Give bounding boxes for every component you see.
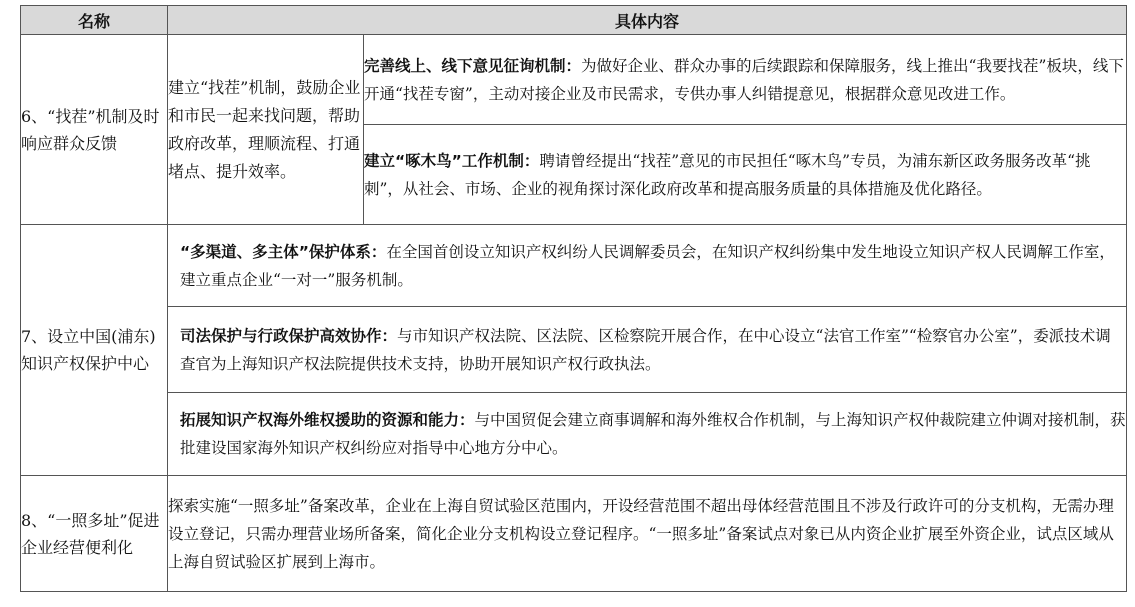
header-name: 名称 (21, 6, 168, 35)
item-text: 聘请曾经提出“找茬”意见的市民担任“啄木鸟”专员，为浦东新区政务服务改革“挑刺”，从社会、市场、企业的视角探讨深化政府改革和提高服务质量的具体措施及优化路径。 (364, 151, 1091, 198)
table-row (21, 35, 1127, 125)
item-title: 拓展知识产权海外维权援助的资源和能力： (180, 411, 475, 429)
item-text: 与中国贸促会建立商事调解和海外维权合作机制，与上海知识产权仲裁院建立仲调对接机制，获批建设国家海外知识产权纠纷应对指导中心地方分中心。 (180, 411, 1126, 457)
policy-table (20, 5, 1127, 592)
item-text: 与市知识产权法院、区法院、区检察院开展合作，在中心设立“法官工作室”“检察官办公室”，委派技术调查官为上海知识产权法院提供技术支持，协助开展知识产权行政执法。 (180, 326, 1111, 373)
item-text: 在全国首创设立知识产权纠纷人民调解委员会，在知识产权纠纷集中发生地设立知识产权人民调解工作室，建立重点企业“一对一”服务机制。 (180, 242, 1115, 289)
table-row (21, 476, 1127, 592)
item-title: 司法保护与行政保护高效协作： (180, 326, 398, 345)
item-title: “多渠道、多主体”保护体系： (180, 242, 387, 261)
item-title: 建立“啄木鸟”工作机制： (364, 151, 540, 170)
row-name: 8、“一照多址”促进企业经营便利化 (21, 476, 168, 592)
row-name: 7、设立中国(浦东)知识产权保护中心 (21, 225, 168, 476)
content-item (168, 393, 1127, 476)
content-item (364, 35, 1127, 125)
header-row (21, 6, 1127, 35)
content-item (168, 225, 1127, 307)
content-item (364, 125, 1127, 225)
table-row (21, 225, 1127, 307)
content-item: 探索实施“一照多址”备案改革，企业在上海自贸试验区范围内，开设经营范围不超出母体经营范围且不涉及行政许可的分支机构，无需办理设立登记，只需办理营业场所备案，简化企业分支机构设立登记程序。“一照多址”备案试点对象已从内资企业扩展至外资企业，试点区域从上海自贸试验区扩展到上海市。 (168, 476, 1127, 592)
header-content: 具体内容 (168, 6, 1127, 35)
item-text: 为做好企业、群众办事的后续跟踪和保障服务，线上推出“我要找茬”板块，线下开通“找茬专窗”，主动对接企业及市民需求，专供办事人纠错提意见，根据群众意见改进工作。 (364, 56, 1124, 103)
table-row (21, 307, 1127, 393)
row-name: 6、“找茬”机制及时响应群众反馈 (21, 35, 168, 225)
item-title: 完善线上、线下意见征询机制： (364, 56, 582, 75)
row-summary: 建立“找茬”机制，鼓励企业和市民一起来找问题，帮助政府改革，理顺流程、打通堵点、提升效率。 (168, 35, 364, 225)
table-row (21, 393, 1127, 476)
content-item (168, 307, 1127, 393)
